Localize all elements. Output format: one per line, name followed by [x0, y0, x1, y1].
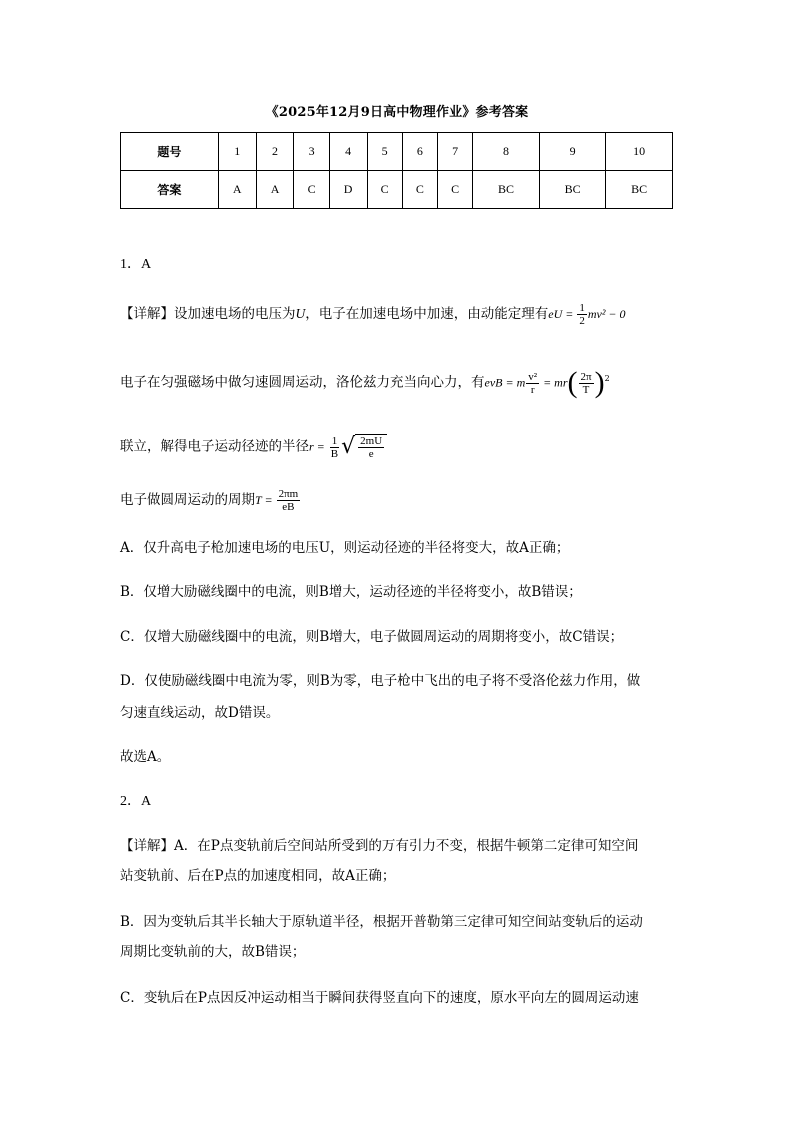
paren-close: )	[594, 366, 605, 399]
fraction-numerator: 2mU	[360, 435, 383, 447]
table-row-answers	[121, 171, 673, 209]
page-title: 《2025年12月9日高中物理作业》参考答案	[265, 105, 529, 120]
table-cell: C	[402, 171, 437, 209]
text: 电子做圆周运动的周期	[120, 492, 255, 508]
table-cell: C	[438, 171, 473, 209]
table-cell: 9	[539, 133, 606, 171]
table-row-numbers	[121, 133, 673, 171]
q1-conclusion: 故选A。	[120, 749, 171, 765]
fraction	[526, 371, 539, 396]
equation-lhs: r =	[309, 439, 328, 454]
table-header-cell: 答案	[121, 171, 219, 209]
table-cell: 2	[256, 133, 294, 171]
equation-mid: = mr	[540, 375, 568, 390]
table-cell: BC	[473, 171, 540, 209]
table-cell: C	[294, 171, 329, 209]
table-cell: 7	[438, 133, 473, 171]
q1-option-b: B．仅增大励磁线圈中的电流，则B增大，运动径迹的半径将变小，故B错误；	[120, 584, 582, 600]
fraction	[358, 435, 384, 460]
fraction-numerator: 1	[331, 434, 338, 447]
table-cell: A	[218, 171, 256, 209]
detail-tag: 【详解】	[120, 306, 174, 322]
table-header-cell: 题号	[121, 133, 219, 171]
fraction	[579, 371, 594, 396]
q1-option-d-line2: 匀速直线运动，故D错误。	[120, 705, 280, 721]
q1-option-d-line1: D．仅使励磁线圈中电流为零，则B为零，电子枪中飞出的电子将不受洛伦兹力作用，做	[120, 673, 641, 689]
fraction-denominator: r	[530, 383, 535, 396]
q2-option-c-line1: C．变轨后在P点因反冲运动相当于瞬间获得竖直向下的速度，原水平向左的圆周运动速	[120, 990, 639, 1006]
q1-label: 1．A	[120, 257, 152, 272]
q2-label: 2．A	[120, 794, 152, 809]
table-cell: C	[367, 171, 402, 209]
equation-lhs: T =	[255, 493, 276, 507]
exponent: 2	[604, 374, 610, 383]
fraction-numerator: 2π	[580, 370, 592, 383]
q1-detail-line3	[120, 434, 387, 460]
q1-option-a: A．仅升高电子枪加速电场的电压U，则运动径迹的半径将变大，故A正确；	[120, 540, 570, 556]
table-cell: 1	[218, 133, 256, 171]
table-cell: 10	[606, 133, 673, 171]
answer-table	[120, 132, 673, 209]
equation-lhs: eU =	[548, 307, 577, 321]
equation-rhs: mv² − 0	[587, 307, 626, 321]
paren-open: (	[567, 366, 578, 399]
var-u: U	[295, 306, 306, 321]
fraction-numerator: 1	[579, 302, 585, 314]
q2-option-a-line1: 【详解】A．在P点变轨前后空间站所受到的万有引力不变，根据牛顿第二定律可知空间	[120, 838, 639, 854]
table-cell: D	[329, 171, 367, 209]
text: 联立，解得电子运动径迹的半径	[120, 438, 309, 455]
fraction-numerator: 2πm	[278, 488, 299, 500]
table-cell: BC	[539, 171, 606, 209]
q2-option-b-line2: 周期比变轨前的大，故B错误；	[120, 944, 306, 960]
table-cell: BC	[606, 171, 673, 209]
fraction-denominator: eB	[282, 501, 295, 513]
q1-detail-line1	[120, 302, 626, 327]
table-cell: 6	[402, 133, 437, 171]
fraction	[329, 435, 340, 460]
q1-detail-line4	[120, 488, 301, 513]
fraction-denominator: T	[582, 383, 590, 396]
q2-option-b-line1: B．因为变轨后其半长轴大于原轨道半径，根据开普勒第三定律可知空间站变轨后的运动	[120, 914, 643, 930]
table-cell: 5	[367, 133, 402, 171]
fraction	[277, 488, 301, 513]
equation-lhs: evB = m	[484, 375, 526, 390]
q1-detail-line2	[120, 368, 610, 398]
table-cell: 8	[473, 133, 540, 171]
q1-option-c: C．仅增大励磁线圈中的电流，则B增大，电子做圆周运动的周期将变小，故C错误；	[120, 629, 624, 645]
table-cell: A	[256, 171, 294, 209]
text: ，电子在加速电场中加速，由动能定理有	[305, 306, 549, 322]
fraction-denominator: B	[330, 447, 339, 460]
text: 电子在匀强磁场中做匀速圆周运动，洛伦兹力充当向心力，有	[120, 374, 485, 391]
q2-option-a-line2: 站变轨前、后在P点的加速度相同，故A正确；	[120, 868, 396, 884]
fraction	[577, 302, 587, 327]
fraction-denominator: e	[368, 448, 374, 460]
sqrt-radicand	[355, 434, 387, 460]
sqrt-sign: √	[341, 434, 356, 459]
table-cell: 3	[294, 133, 329, 171]
fraction-denominator: 2	[579, 315, 585, 327]
text: 设加速电场的电压为	[174, 306, 296, 322]
fraction-numerator: v²	[528, 370, 538, 383]
table-cell: 4	[329, 133, 367, 171]
